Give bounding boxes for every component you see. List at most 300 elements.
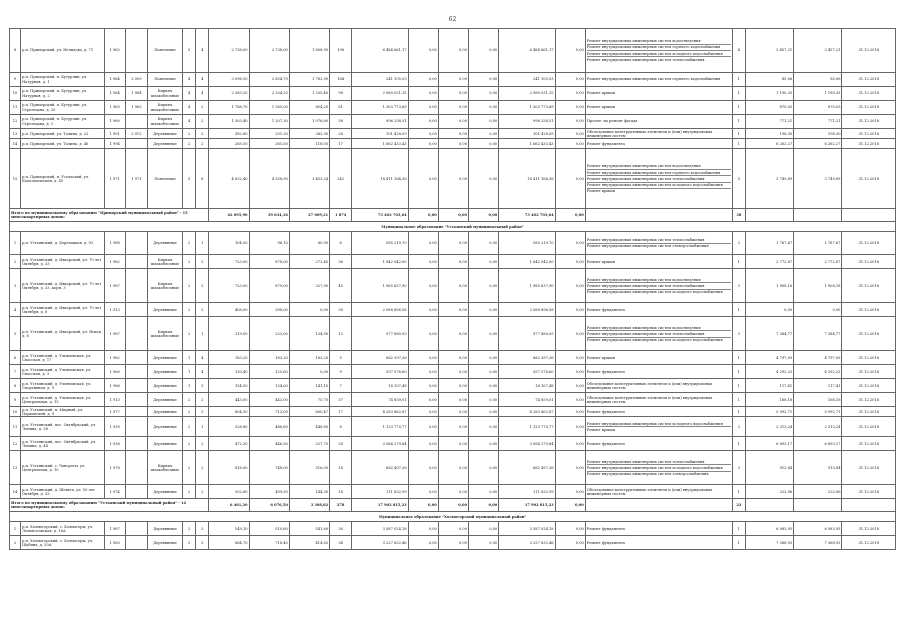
floors: 2 [183,317,196,351]
work-item: Ремонт внутридомовых инженерных систем холодного водоснабжения [587,183,731,189]
completion-date: 31.12.2018 [842,536,896,550]
unit-cost [745,499,793,512]
region-budget-cost: 0,00 [438,393,468,407]
unit-cost-max: 0,00 [794,303,842,317]
total-area: 1 303,40 [209,115,249,129]
year-built: 1 964 [104,87,125,101]
fund-cost: 0,00 [408,269,438,303]
owners-cost: 111 832,99 [499,485,555,499]
works-count: 2 [732,232,745,255]
table-row [10,365,896,379]
table-row [10,129,896,139]
local-budget-cost: 0,00 [469,29,499,73]
total-cost: 1 133 770,77 [352,417,408,437]
total-area: 154,00 [209,379,249,393]
floors: 2 [183,522,196,536]
table-row [10,393,896,407]
total-cost: 977 880,05 [352,317,408,351]
unit-cost-max [794,499,842,512]
row-number: 10 [10,407,21,417]
municipality-title: Муниципальное образование "Холмогорский муниципальный район" [10,512,896,522]
completion-date: 31.12.2018 [842,115,896,129]
total-cost: 2 088 896,58 [352,303,408,317]
region-budget-cost: 0,00 [438,536,468,550]
completion-date: 31.12.2018 [842,393,896,407]
wall-material: Кирпич шлакоблочные [147,451,182,485]
year-last-overhaul [125,303,147,317]
year-built: 1 901 [104,129,125,139]
residential-area: 448,80 [289,417,329,437]
fund-cost: 0,00 [408,365,438,379]
floors: 2 [183,417,196,437]
completion-date: 31.12.2018 [842,87,896,101]
table-row [10,485,896,499]
year-built: 1 960 [104,115,125,129]
local-budget-cost: 0,00 [469,522,499,536]
premises-area: 96,10 [249,232,289,255]
table-row [10,417,896,437]
table-row [10,29,896,73]
unit-cost: 2 772,87 [745,255,793,269]
unit-cost: 771,21 [745,115,793,129]
premises-area: 748,00 [249,451,289,485]
address: р.п. Устьянский, п. Мирный, ул. Парковский, д. 9 [21,407,105,417]
unit-cost: 7 368,93 [745,536,793,550]
works-list [585,485,732,499]
completion-date: 31.12.2018 [842,317,896,351]
total-cost: 882 397,36 [352,351,408,365]
local-budget-cost: 0,00 [469,139,499,149]
total-cost: 3 227 832,46 [352,536,408,550]
floors: 4 [183,115,196,129]
premises-area: 499,50 [249,485,289,499]
residential-area: 541,60 [289,522,329,536]
works-list [585,149,732,209]
works-list [585,115,732,129]
year-last-overhaul [125,351,147,365]
entrances: 2 [196,139,209,149]
owners-cost: 3 587 024,18 [499,522,555,536]
entrances: 2 [196,485,209,499]
completion-date: 31.12.2018 [842,351,896,365]
total-area: 265,50 [209,139,249,149]
region-budget-cost: 0,00 [438,115,468,129]
other-cost: 0,00 [555,351,585,365]
entrances: 4 [196,87,209,101]
works-list [585,303,732,317]
owners-cost: 18 411 164,36 [499,149,555,209]
year-built: 1 938 [104,437,125,451]
region-budget-cost: 0,00 [438,317,468,351]
work-item: Ремонт внутридомовых инженерных систем теплоснабжения [587,176,731,182]
table-row [10,451,896,485]
region-budget-cost: 0,00 [438,29,468,73]
floors: 2 [183,437,196,451]
premises-area: 125,60 [249,365,289,379]
total-area: 104,00 [209,232,249,255]
local-budget-cost: 0,00 [469,129,499,139]
entrances: 2 [196,451,209,485]
residential-area: 1 335,40 [289,87,329,101]
work-item: Ремонт внутридомовых инженерных систем теплоснабжения [586,57,705,62]
local-budget-cost: 0,00 [469,209,499,222]
completion-date: 31.12.2018 [842,255,896,269]
residents-count: 58 [330,115,352,129]
address: р.п. Приморский, п. Бутурлин, ул. Стрельцова, д. 20 [21,101,105,115]
residents-count: 7 [330,379,352,393]
row-number: 2 [10,536,21,550]
work-item: Прочее: на ремонт фасада [586,119,638,124]
unit-cost: 2 457,21 [745,29,793,73]
unit-cost-max: 2 457,21 [794,29,842,73]
wall-material: Деревянные [147,365,182,379]
table-row [10,255,896,269]
local-budget-cost: 0,00 [469,101,499,115]
work-item: Ремонт внутридомовых инженерных систем холодного водоснабжения [587,51,731,57]
municipality-title: Муниципальное образование "Устьянский муниципальный район" [10,222,896,232]
wall-material: Панельные [147,29,182,73]
region-budget-cost: 0,00 [438,255,468,269]
total-area: 528,80 [209,417,249,437]
wall-material: Деревянные [147,393,182,407]
total-area: 4 832,40 [209,149,249,209]
other-cost: 0,00 [555,365,585,379]
completion-date: 31.12.2018 [842,101,896,115]
floors: 2 [183,129,196,139]
address: р.п. Устьянский, д. Шеньга, ул. 50 лет Октября, д. 33 [21,485,105,499]
local-budget-cost: 0,00 [469,149,499,209]
row-number: 11 [10,101,21,115]
year-last-overhaul [125,255,147,269]
fund-cost: 0,00 [408,522,438,536]
fund-cost: 0,00 [408,407,438,417]
region-budget-cost: 0,00 [438,139,468,149]
fund-cost: 0,00 [408,485,438,499]
works-list [585,29,732,73]
total-area: 723,00 [209,269,249,303]
year-last-overhaul [125,29,147,73]
region-budget-cost: 0,00 [438,149,468,209]
year-last-overhaul [125,407,147,417]
table-row [10,149,896,209]
year-built: 1 982 [104,351,125,365]
floors: 2 [183,407,196,417]
fund-cost: 0,00 [408,139,438,149]
floors: 2 [183,536,196,550]
residential-area: 0,00 [289,365,329,379]
residential-area: 516,00 [289,451,329,485]
works-count: 5 [732,149,745,209]
unit-cost-max: 7 384,77 [794,317,842,351]
address: р.п. Устьянский, д. Ивкорский, ул. Ясная, д. 8 [21,317,105,351]
unit-cost: 913,84 [745,451,793,485]
unit-cost-max: 771,21 [794,115,842,129]
works-list [585,417,732,437]
total-area: 1 788,70 [209,101,249,115]
other-cost: 0,00 [555,149,585,209]
entrances: 4 [196,365,209,379]
work-item: Ремонт фундамента [586,540,625,545]
work-item: Ремонт внутридомовых инженерных систем электроснабжения [586,244,709,249]
row-number: 3 [10,269,21,303]
work-item: Ремонт крыши [586,105,615,110]
owners-cost: 2 088 896,58 [499,303,555,317]
entrances: 3 [196,379,209,393]
premises-area: 39 634,16 [249,209,289,222]
unit-cost-max: 3 749,89 [794,149,842,209]
table-row [10,115,896,129]
works-count: 1 [732,365,745,379]
residents-count: 18 [330,485,352,499]
fund-cost: 0,00 [408,115,438,129]
row-number: 10 [10,87,21,101]
unit-cost: 1 190,35 [745,87,793,101]
row-number: 14 [10,139,21,149]
total-area: 816,00 [209,451,249,485]
residential-area: 854,20 [289,101,329,115]
works-count: 4 [732,29,745,73]
region-budget-cost: 0,00 [438,379,468,393]
row-number: 9 [10,73,21,87]
work-item: Обследование конструктивных элементов и (или) внутридомовых инженерных систем [586,487,713,496]
row-number: 11 [10,417,21,437]
region-budget-cost: 0,00 [438,451,468,485]
total-area: 804,50 [209,407,249,417]
unit-cost-max: 6 893,17 [794,437,842,451]
residential-area: 0,00 [289,303,329,317]
residents-count: 1 874 [330,209,352,222]
owners-cost: 74 859,01 [499,393,555,407]
address: р.п. Холмогорский, с. Холмогоры, ул. Ломоносовская, д. 16А [21,522,105,536]
total-cost: 585 219,70 [352,232,408,255]
entrances: 3 [196,522,209,536]
wall-material: Деревянные [147,407,182,417]
other-cost: 0,00 [555,232,585,255]
premises-area: 1 207,30 [249,115,289,129]
residential-area: 600,47 [289,407,329,417]
unit-cost-max: 2 313,24 [794,417,842,437]
completion-date: 31.12.2018 [842,73,896,87]
other-cost: 0,00 [555,317,585,351]
table-row [10,351,896,365]
owners-cost: 17 902 815,23 [499,499,555,512]
year-last-overhaul [125,393,147,407]
unit-cost-max: 85,06 [794,73,842,87]
unit-cost-max: 1 908,16 [794,269,842,303]
residents-count: 164 [330,73,352,87]
region-budget-cost: 0,00 [438,87,468,101]
row-number: 1 [10,232,21,255]
unit-cost: 4 797,09 [745,351,793,365]
local-budget-cost: 0,00 [469,407,499,417]
total-area: 408,00 [209,303,249,317]
address: р.п. Устьянский, д. Ульяновская, ул. Центральная, д. 15 [21,393,105,407]
works-list [585,317,732,351]
year-last-overhaul [125,379,147,393]
residential-area: 282,90 [289,129,329,139]
premises-area: 331,30 [249,129,289,139]
table-body [10,29,896,550]
entrances: 2 [196,255,209,269]
completion-date: 31.12.2018 [842,522,896,536]
work-item: Ремонт фундамента [586,526,625,531]
residents-count: 12 [330,317,352,351]
total-area: 319,00 [209,317,249,351]
works-count: 1 [732,303,745,317]
table-row [10,139,896,149]
table-row [10,101,896,115]
wall-material: Деревянные [147,522,182,536]
year-built: 1 994 [104,139,125,149]
total-area: 382,80 [209,129,249,139]
premises-area: 2 204,20 [249,87,289,101]
year-built: 1 964 [104,73,125,87]
unit-cost: 0,00 [745,303,793,317]
total-area: 6 461,20 [209,499,249,512]
year-built: 1 987 [104,317,125,351]
other-cost: 0,00 [555,393,585,407]
address: р.п. Приморский, п. Бутурлин, ул. Стрельцова, д. 1 [21,115,105,129]
unit-cost: 2 313,24 [745,417,793,437]
row-number: 4 [10,303,21,317]
work-item: Обследование конструктивных элементов и (или) внутридомовых инженерных систем [586,381,713,390]
unit-cost-max: 1 190,35 [794,87,842,101]
year-last-overhaul [125,451,147,485]
residents-count: 6 [330,232,352,255]
premises-area: 679,00 [249,269,289,303]
works-list [585,407,732,417]
residents-count: 278 [330,499,352,512]
year-last-overhaul [125,536,147,550]
works-count: 3 [732,317,745,351]
total-cost: 241 105,03 [352,73,408,87]
entrances: 1 [196,317,209,351]
subtotal-row [10,209,896,222]
unit-cost: 3 749,89 [745,149,793,209]
unit-cost: 870,05 [745,101,793,115]
year-last-overhaul: 2 012 [125,129,147,139]
premises-area: 4 358,90 [249,149,289,209]
residents-count: 98 [330,87,352,101]
unit-cost-max: 1 767,67 [794,232,842,255]
floors: 4 [183,73,196,87]
work-item: Обследование конструктивных элементов и (или) внутридомовых инженерных систем [586,129,713,138]
floors: 4 [183,87,196,101]
wall-material: Деревянные [147,129,182,139]
work-item: Ремонт внутридомовых инженерных систем холодного водоснабжения [586,338,723,343]
address: р.п. Устьянский, д. Ивкорский, ул. 70 лет Октября, д. 8 [21,303,105,317]
works-list [585,437,732,451]
wall-material: Деревянные [147,232,182,255]
works-count: 1 [732,255,745,269]
wall-material: Кирпич шлакоблочные [147,255,182,269]
total-cost: 3 587 024,18 [352,522,408,536]
works-count: 1 [732,87,745,101]
row-number: 8 [10,29,21,73]
local-budget-cost: 0,00 [469,303,499,317]
unit-cost: 198,30 [745,129,793,139]
unit-cost [745,209,793,222]
address: р.п. Приморский, п. Бутурлин, ул. Натурная, д. 2 [21,87,105,101]
wall-material: Деревянные [147,437,182,451]
unit-cost: 85,06 [745,73,793,87]
completion-date: 31.12.2018 [842,232,896,255]
residents-count: 28 [330,129,352,139]
unit-cost: 6 262,27 [745,139,793,149]
floors: 2 [183,139,196,149]
works-list [585,499,732,512]
fund-cost: 0,00 [408,351,438,365]
year-built: 1 913 [104,303,125,317]
fund-cost: 0,00 [408,232,438,255]
floors: 2 [183,255,196,269]
residents-count: 8 [330,417,352,437]
work-item: Ремонт крыши [586,427,615,432]
row-number: 12 [10,437,21,451]
fund-cost: 0,00 [408,87,438,101]
premises-area: 6 076,50 [249,499,289,512]
residents-count: 36 [330,255,352,269]
premises-area: 488,60 [249,417,289,437]
residents-count: 61 [330,101,352,115]
owners-cost: 996 258,51 [499,115,555,129]
completion-date: 31.12.2018 [842,365,896,379]
unit-cost-max: 117,41 [794,379,842,393]
entrances: 4 [196,73,209,87]
year-built: 1 913 [104,393,125,407]
local-budget-cost: 0,00 [469,365,499,379]
work-item: Ремонт внутридомовых инженерных систем теплоснабжения [587,459,731,465]
entrances: 4 [196,351,209,365]
local-budget-cost: 0,00 [469,393,499,407]
floors: 2 [183,269,196,303]
work-item: Ремонт фундамента [586,369,625,374]
works-list [585,536,732,550]
fund-cost: 0,00 [408,379,438,393]
completion-date: 31.12.2018 [842,129,896,139]
completion-date: 31.12.2018 [842,269,896,303]
residential-area: 141,10 [289,379,329,393]
total-cost: 2 980 031,15 [352,87,408,101]
total-area: 472,30 [209,437,249,451]
owners-cost: 682 497,36 [499,451,555,485]
table-row [10,269,896,303]
completion-date [842,499,896,512]
floors: 5 [183,149,196,209]
completion-date: 31.12.2018 [842,303,896,317]
works-list [585,522,732,536]
fund-cost: 0,00 [408,73,438,87]
works-list [585,209,732,222]
total-cost: 1 303 773,69 [352,101,408,115]
fund-cost: 0,00 [408,209,438,222]
fund-cost: 0,00 [408,29,438,73]
floors: 2 [183,303,196,317]
residents-count: 17 [330,407,352,417]
premises-area: 2 738,00 [249,29,289,73]
residents-count: 18 [330,451,352,485]
entrances: 3 [196,536,209,550]
completion-date: 31.12.2018 [842,379,896,393]
unit-cost: 168,18 [745,393,793,407]
unit-cost: 7 384,77 [745,317,793,351]
works-count: 1 [732,101,745,115]
works-list [585,379,732,393]
residents-count: 30 [330,303,352,317]
unit-cost-max: 7 368,93 [794,536,842,550]
residential-area: 3 453,24 [289,149,329,209]
row-number: 5 [10,317,21,351]
